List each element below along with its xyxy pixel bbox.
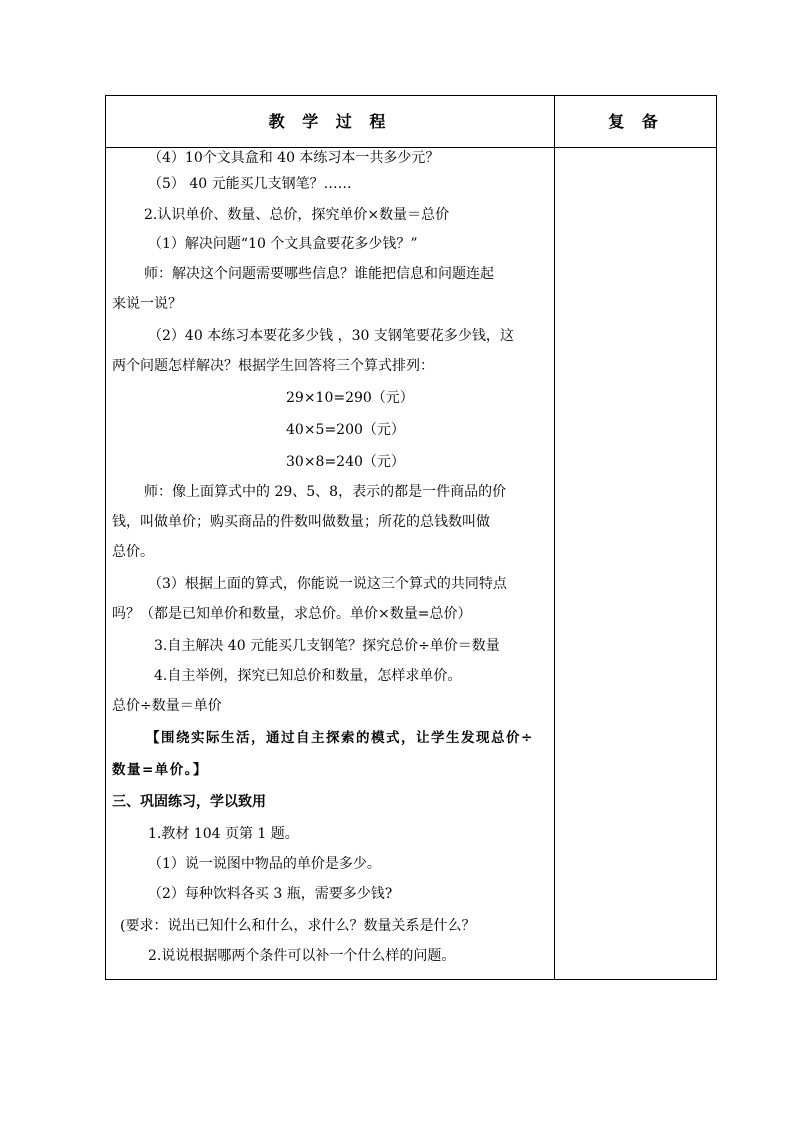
text-line: （3）根据上面的算式，你能说一说这三个算式的共同特点: [148, 576, 507, 592]
note-line: 数量=单价。】: [112, 762, 209, 778]
text-line: （4）10个文具盒和 40 本练习本一共多少元？: [148, 150, 440, 166]
equation-line: 40×5=200（元）: [286, 422, 405, 438]
header-teaching-process: 教 学 过 程: [268, 112, 392, 131]
text-line: 4.自主举例，探究已知总价和数量，怎样求单价。: [154, 668, 462, 684]
text-line: 来说一说？: [112, 296, 182, 312]
text-line: 总价÷数量＝单价: [112, 698, 222, 714]
section-heading: 三、巩固练习，学以致用: [112, 794, 266, 810]
text-line: 钱，叫做单价；购买商品的件数叫做数量；所花的总钱数叫做: [112, 514, 490, 530]
text-line: 1.教材 104 页第 1 题。: [148, 826, 299, 842]
header-review: 复 备: [608, 112, 664, 131]
equation-line: 29×10=290（元）: [286, 390, 414, 406]
text-line: 2.说说根据哪两个条件可以补一个什么样的问题。: [148, 948, 456, 964]
text-line: 2.认识单价、数量、总价，探究单价×数量＝总价: [144, 207, 450, 223]
text-line: （2）每种饮料各买 3 瓶，需要多少钱?: [148, 886, 393, 902]
text-line: （2）40 本练习本要花多少钱 ，30 支钢笔要花多少钱，这: [148, 328, 514, 344]
text-line: 师：解决这个问题需要哪些信息？谁能把信息和问题连起: [144, 266, 494, 282]
note-line: 【围绕实际生活，通过自主探索的模式，让学生发现总价÷: [146, 730, 534, 746]
text-line: (要求：说出已知什么和什么，求什么？数量关系是什么？: [120, 918, 476, 934]
lesson-table: [105, 95, 717, 980]
text-line: （5） 40 元能买几支钢笔？……: [148, 176, 352, 192]
text-line: 两个问题怎样解决？根据学生回答将三个算式排列：: [112, 358, 434, 374]
text-line: （1）说一说图中物品的单价是多少。: [148, 856, 381, 872]
text-line: （1）解决问题“10 个文具盒要花多少钱？”: [148, 236, 418, 252]
column-divider: [554, 96, 555, 979]
equation-line: 30×8=240（元）: [286, 454, 405, 470]
text-line: 总价。: [112, 544, 154, 560]
text-line: 师：像上面算式中的 29、5、8，表示的都是一件商品的价: [144, 484, 507, 500]
text-line: 3.自主解决 40 元能买几支钢笔？探究总价÷单价＝数量: [154, 638, 500, 654]
text-line: 吗？（都是已知单价和数量，求总价。单价×数量=总价）: [112, 606, 472, 622]
